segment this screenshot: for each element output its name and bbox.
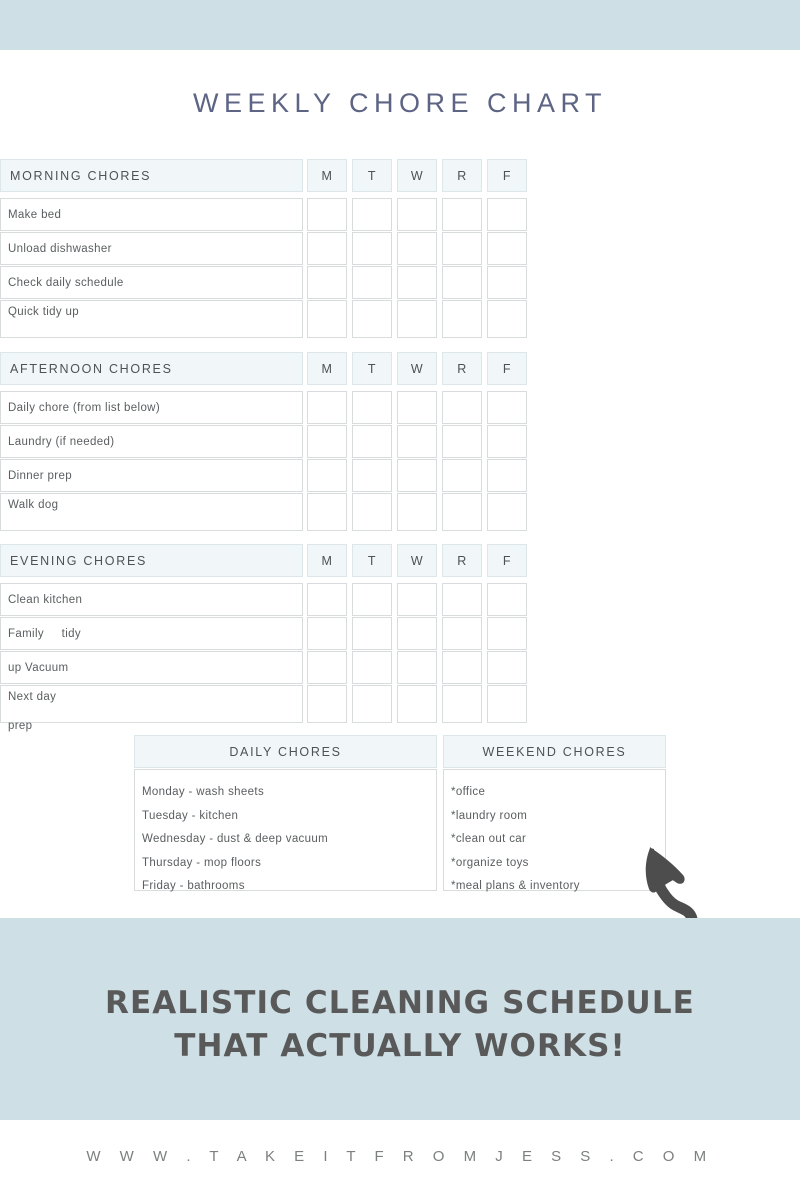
check-cell-f[interactable] [487, 493, 527, 531]
table-row [0, 651, 532, 684]
check-cell-r[interactable] [442, 583, 482, 616]
checkbox-cells [307, 459, 527, 492]
check-cell-f[interactable] [487, 266, 527, 299]
table-row [0, 459, 532, 492]
checkbox-cells [307, 266, 527, 299]
checkbox-cells [307, 617, 527, 650]
check-cell-f[interactable] [487, 685, 527, 723]
table-row [0, 300, 532, 338]
checkbox-cells [307, 685, 527, 723]
check-cell-r[interactable] [442, 493, 482, 531]
checkbox-cells [307, 651, 527, 684]
block-header-label: AFTERNOON CHORES [0, 352, 303, 385]
block-header-row [0, 544, 532, 577]
overflow-text: prep [8, 720, 33, 732]
day-header-w: W [397, 159, 437, 192]
day-header-cells [307, 159, 527, 192]
day-header-t: T [352, 544, 392, 577]
table-row [0, 425, 532, 458]
table-row [0, 685, 532, 723]
task-label: Laundry (if needed) [0, 425, 303, 458]
check-cell-m[interactable] [307, 300, 347, 338]
list-item: Friday - bathrooms [142, 880, 245, 892]
page-title: WEEKLY CHORE CHART [192, 88, 608, 118]
check-cell-w[interactable] [397, 583, 437, 616]
check-cell-m[interactable] [307, 266, 347, 299]
check-cell-t[interactable] [352, 198, 392, 231]
lists-body-row [134, 769, 666, 891]
check-cell-t[interactable] [352, 266, 392, 299]
check-cell-w[interactable] [397, 493, 437, 531]
list-item: *office [451, 786, 486, 798]
table-row [0, 493, 532, 531]
check-cell-f[interactable] [487, 425, 527, 458]
check-cell-r[interactable] [442, 425, 482, 458]
day-header-r: R [442, 159, 482, 192]
day-header-cells [307, 544, 527, 577]
footer-website-url: W W W . T A K E I T F R O M J E S S . C O M [86, 1148, 714, 1165]
table-row [0, 583, 532, 616]
task-label: Next day [0, 685, 303, 723]
check-cell-f[interactable] [487, 198, 527, 231]
checkbox-cells [307, 232, 527, 265]
check-cell-w[interactable] [397, 425, 437, 458]
check-cell-m[interactable] [307, 198, 347, 231]
check-cell-f[interactable] [487, 583, 527, 616]
check-cell-w[interactable] [397, 459, 437, 492]
table-row [0, 198, 532, 231]
check-cell-t[interactable] [352, 300, 392, 338]
check-cell-t[interactable] [352, 391, 392, 424]
check-cell-m[interactable] [307, 685, 347, 723]
checkbox-cells [307, 425, 527, 458]
task-label: up Vacuum [0, 651, 303, 684]
day-header-w: W [397, 544, 437, 577]
task-label: Family tidy [0, 617, 303, 650]
task-label: Daily chore (from list below) [0, 391, 303, 424]
task-label: Check daily schedule [0, 266, 303, 299]
list-item: *clean out car [451, 833, 527, 845]
task-label: Make bed [0, 198, 303, 231]
day-header-cells [307, 352, 527, 385]
check-cell-w[interactable] [397, 391, 437, 424]
checkbox-cells [307, 391, 527, 424]
task-label: Quick tidy up [0, 300, 303, 338]
lists-header-row [134, 735, 666, 768]
check-cell-w[interactable] [397, 198, 437, 231]
list-item: *meal plans & inventory [451, 880, 580, 892]
chore-block-evening [0, 544, 532, 732]
chore-lists-section [134, 735, 666, 891]
task-label: Unload dishwasher [0, 232, 303, 265]
check-cell-f[interactable] [487, 391, 527, 424]
check-cell-r[interactable] [442, 391, 482, 424]
check-cell-t[interactable] [352, 425, 392, 458]
check-cell-f[interactable] [487, 651, 527, 684]
chore-block-morning [0, 159, 532, 339]
check-cell-t[interactable] [352, 459, 392, 492]
list-item: Wednesday - dust & deep vacuum [142, 833, 329, 845]
day-header-m: M [307, 352, 347, 385]
check-cell-m[interactable] [307, 583, 347, 616]
check-cell-m[interactable] [307, 617, 347, 650]
check-cell-t[interactable] [352, 651, 392, 684]
list-item: *organize toys [451, 856, 529, 869]
table-row [0, 266, 532, 299]
check-cell-r[interactable] [442, 198, 482, 231]
day-header-r: R [442, 352, 482, 385]
daily-chores-header: DAILY CHORES [134, 735, 437, 768]
top-decorative-band [0, 0, 800, 50]
day-header-m: M [307, 159, 347, 192]
task-label: Dinner prep [0, 459, 303, 492]
weekend-chores-header: WEEKEND CHORES [443, 735, 666, 768]
list-item: Monday - wash sheets [142, 786, 265, 798]
checkbox-cells [307, 300, 527, 338]
check-cell-t[interactable] [352, 493, 392, 531]
block-header-row [0, 159, 532, 192]
banner-line-2: THAT ACTUALLY WORKS! [174, 1028, 626, 1064]
checkbox-cells [307, 198, 527, 231]
day-header-t: T [352, 352, 392, 385]
check-cell-r[interactable] [442, 651, 482, 684]
check-cell-r[interactable] [442, 266, 482, 299]
check-cell-t[interactable] [352, 617, 392, 650]
check-cell-m[interactable] [307, 391, 347, 424]
check-cell-t[interactable] [352, 583, 392, 616]
daily-chores-panel [134, 769, 437, 891]
check-cell-w[interactable] [397, 651, 437, 684]
checkbox-cells [307, 583, 527, 616]
check-cell-w[interactable] [397, 617, 437, 650]
check-cell-r[interactable] [442, 459, 482, 492]
day-header-t: T [352, 159, 392, 192]
list-item: Thursday - mop floors [142, 856, 262, 869]
day-header-f: F [487, 352, 527, 385]
check-cell-w[interactable] [397, 266, 437, 299]
check-cell-w[interactable] [397, 232, 437, 265]
banner-headline [0, 982, 800, 1068]
check-cell-r[interactable] [442, 685, 482, 723]
list-item: *laundry room [451, 809, 528, 822]
check-cell-m[interactable] [307, 493, 347, 531]
day-header-m: M [307, 544, 347, 577]
check-cell-m[interactable] [307, 651, 347, 684]
check-cell-r[interactable] [442, 232, 482, 265]
check-cell-m[interactable] [307, 425, 347, 458]
check-cell-m[interactable] [307, 232, 347, 265]
table-row [0, 617, 532, 650]
check-cell-w[interactable] [397, 685, 437, 723]
check-cell-f[interactable] [487, 459, 527, 492]
checkbox-cells [307, 493, 527, 531]
task-label: Walk dog [0, 493, 303, 531]
banner-line-1: REALISTIC CLEANING SCHEDULE [105, 985, 695, 1021]
check-cell-m[interactable] [307, 459, 347, 492]
table-row [0, 391, 532, 424]
check-cell-t[interactable] [352, 232, 392, 265]
day-header-r: R [442, 544, 482, 577]
list-item: Tuesday - kitchen [142, 809, 239, 822]
chore-block-afternoon [0, 352, 532, 532]
check-cell-f[interactable] [487, 300, 527, 338]
check-cell-r[interactable] [442, 617, 482, 650]
block-header-label: EVENING CHORES [0, 544, 303, 577]
check-cell-r[interactable] [442, 300, 482, 338]
task-label: Clean kitchen [0, 583, 303, 616]
check-cell-w[interactable] [397, 300, 437, 338]
check-cell-f[interactable] [487, 617, 527, 650]
block-header-label: MORNING CHORES [0, 159, 303, 192]
day-header-f: F [487, 544, 527, 577]
day-header-w: W [397, 352, 437, 385]
block-header-row [0, 352, 532, 385]
check-cell-f[interactable] [487, 232, 527, 265]
check-cell-t[interactable] [352, 685, 392, 723]
table-row [0, 232, 532, 265]
day-header-f: F [487, 159, 527, 192]
